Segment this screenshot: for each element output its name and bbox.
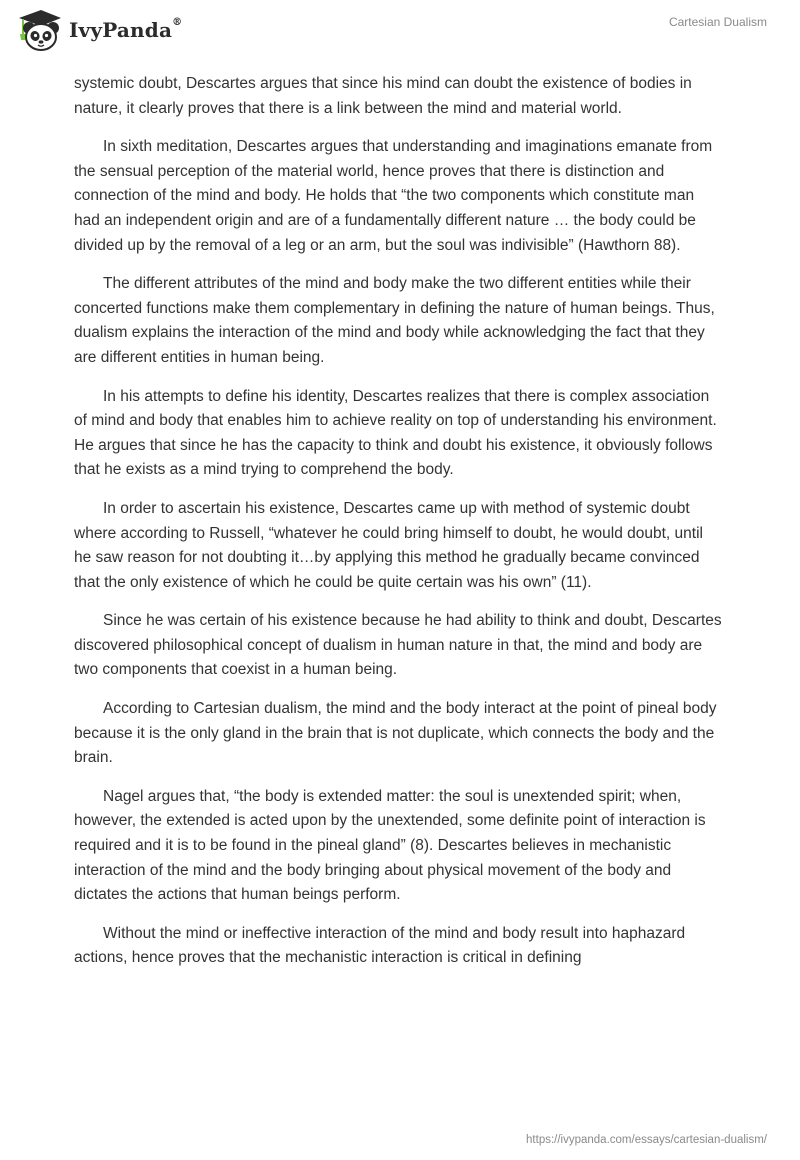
paragraph: The different attributes of the mind and body make the two different entities while their concerted functions make them complementary in defining the nature of human beings. Thus, dualism explains the interaction of the mind and body while acknowledging the fact that they are different entities in human being. [74, 275, 715, 366]
source-url-link[interactable]: https://ivypanda.com/essays/cartesian-dualism/ [526, 1134, 767, 1146]
paragraph: In sixth meditation, Descartes argues that understanding and imaginations emanate from the sensual perception of the material world, hence proves that there is distinction and connection of the mind and body. He holds that “the two components which constitute man had an independent origin and are of a fundamentally different nature … the body could be divided up by the removal of a leg or an arm, but the soul was indivisible” (Hawthorn 88). [74, 138, 713, 254]
paragraph: In order to ascertain his existence, Descartes came up with method of systemic doubt where according to Russell, “whatever he could bring himself to doubt, he would doubt, until he saw reason for not doubting it…by applying this method he gradually became convinced that the only existence of which he could be quite certain was his own” (11). [74, 499, 703, 591]
panda-graduate-icon [15, 8, 63, 52]
paragraph: In his attempts to define his identity, Descartes realizes that there is complex association of mind and body that enables him to achieve reality on top of understanding his environment. He argues that since he has the capacity to think and doubt his existence, it obviously follows that he exists as a mind trying to comprehend the body. [74, 387, 717, 479]
paragraph: Since he was certain of his existence because he had ability to think and doubt, Descartes discovered philosophical concept of dualism in human nature in that, the mind and body are two components that coexist in a human being. [74, 612, 722, 679]
document-title: Cartesian Dualism [668, 15, 767, 29]
paragraph: Nagel argues that, “the body is extended matter: the soul is unextended spirit; when, however, the extended is acted upon by the unextended, some definite point of interaction is required and it is to be found in the pineal gland” (8). Descartes believes in mechanistic interaction of the mind and the body bringing about physical movement of the body and dictates the actions that human beings perform. [74, 787, 706, 904]
brand-name: IvyPanda® [69, 17, 183, 42]
paragraph: Without the mind or ineffective interaction of the mind and body result into haphazard actions, hence proves that the mechanistic interaction is critical in defining [74, 924, 686, 967]
paragraph: systemic doubt, Descartes argues that since his mind can doubt the existence of bodies in nature, it clearly proves that there is a link between the mind and material world. [74, 75, 692, 117]
page-header [0, 0, 800, 72]
essay-body [74, 72, 722, 985]
ivypanda-logo[interactable] [15, 8, 182, 52]
paragraph: According to Cartesian dualism, the mind and the body interact at the point of pineal body because it is the only gland in the brain that is not duplicate, which connects the body and the brain. [74, 700, 717, 767]
